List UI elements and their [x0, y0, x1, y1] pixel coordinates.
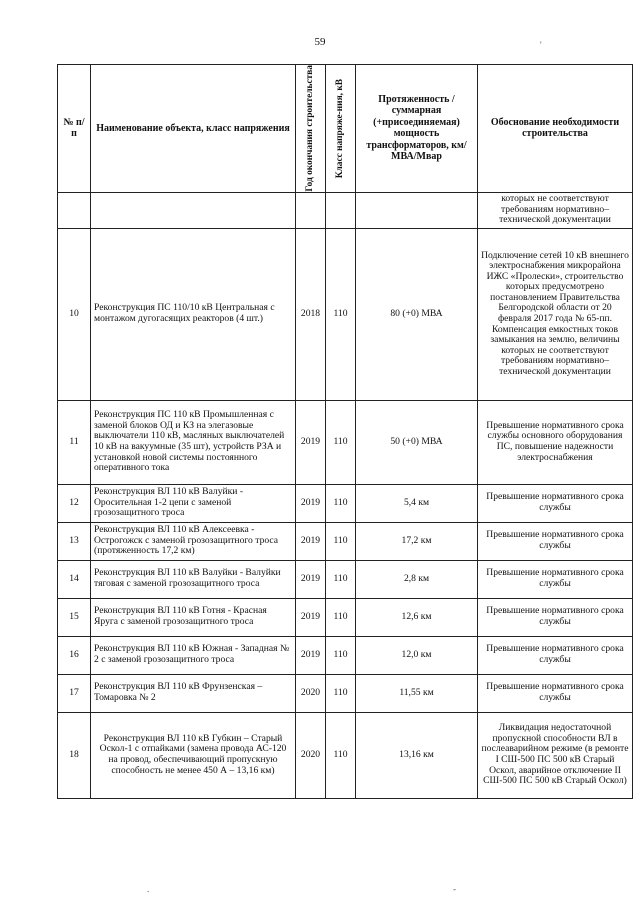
row-reason: Превышение нормативного срока службы [478, 484, 633, 522]
row-voltage: 110 [326, 400, 356, 484]
row-name: Реконструкция ВЛ 110 кВ Губкин – Старый Оскол-1 с отпайками (замена провода АС-120 на провод, обеспечивающий пропускную способность не менее 450 А – 13,16 км) [91, 712, 296, 798]
row-num: 15 [58, 598, 91, 636]
row-name [91, 192, 296, 228]
row-reason: Превышение нормативного срока службы [478, 636, 633, 674]
row-num: 11 [58, 400, 91, 484]
header-length: Протяженность / суммарная (+присоединяемая) мощность трансформаторов, км/МВА/Мвар [356, 65, 478, 193]
row-voltage: 110 [326, 484, 356, 522]
row-num: 17 [58, 674, 91, 712]
row-reason: Ликвидация недостаточной пропускной способности ВЛ в послеаварийном режиме (в ремонте I СШ-500 ПС 500 кВ Старый Оскол, аварийное отключение II СШ-500 ПС 500 кВ Старый Оскол) [478, 712, 633, 798]
row-length: 5,4 км [356, 484, 478, 522]
table-row [58, 400, 633, 484]
row-voltage: 110 [326, 522, 356, 560]
scan-mark: ' [540, 40, 542, 50]
table-row [58, 484, 633, 522]
row-reason: Превышение нормативного срока службы [478, 560, 633, 598]
row-length: 11,55 км [356, 674, 478, 712]
row-year: 2019 [296, 522, 326, 560]
table-row [58, 228, 633, 400]
row-year: 2019 [296, 636, 326, 674]
row-year: 2018 [296, 228, 326, 400]
objects-table [57, 64, 633, 799]
header-name: Наименование объекта, класс напряжения [91, 65, 296, 193]
row-name: Реконструкция ВЛ 110 кВ Готня - Красная Яруга с заменой грозозащитного троса [91, 598, 296, 636]
row-voltage: 110 [326, 598, 356, 636]
row-length: 50 (+0) МВА [356, 400, 478, 484]
row-voltage: 110 [326, 560, 356, 598]
row-num: 14 [58, 560, 91, 598]
header-num: № п/п [58, 65, 91, 193]
table-header-row [58, 65, 633, 193]
table-row [58, 636, 633, 674]
table-row [58, 674, 633, 712]
row-num [58, 192, 91, 228]
row-year: 2019 [296, 560, 326, 598]
row-name: Реконструкция ПС 110/10 кВ Центральная с монтажом дугогасящих реакторов (4 шт.) [91, 228, 296, 400]
row-reason: Подключение сетей 10 кВ внешнего электроснабжения микрорайона ИЖС «Пролески», строительство которых предусмотрено постановлением Правительства Белгородской области от 20 февраля 2017 года № 65-пп. Компенсация емкостных токов замыкания на землю, величины которых не соответствуют требованиям нормативно–технической документации [478, 228, 633, 400]
row-year: 2020 [296, 712, 326, 798]
row-voltage: 110 [326, 712, 356, 798]
row-voltage: 110 [326, 636, 356, 674]
row-voltage: 110 [326, 674, 356, 712]
row-reason: Превышение нормативного срока службы [478, 598, 633, 636]
header-voltage: Класс напряже-ния, кВ [326, 65, 356, 193]
row-length: 2,8 км [356, 560, 478, 598]
row-reason: которых не соответствуют требованиям нормативно–технической документации [478, 192, 633, 228]
table-row [58, 192, 633, 228]
row-num: 12 [58, 484, 91, 522]
row-year: 2019 [296, 400, 326, 484]
row-name: Реконструкция ВЛ 110 кВ Валуйки - Валуйки тяговая с заменой грозозащитного троса [91, 560, 296, 598]
header-reason: Обоснование необходимости строительства [478, 65, 633, 193]
row-name: Реконструкция ПС 110 кВ Промышленная с заменой блоков ОД и КЗ на элегазовые выключатели 110 кВ, масляных выключателей 10 кВ на вакуумные (35 шт), устройств РЗА и установкой новой системы постоянного оперативного тока [91, 400, 296, 484]
scan-mark: - [453, 884, 456, 894]
row-year: 2019 [296, 484, 326, 522]
row-num: 10 [58, 228, 91, 400]
row-reason: Превышение нормативного срока службы [478, 674, 633, 712]
row-length: 13,16 км [356, 712, 478, 798]
table-row [58, 712, 633, 798]
row-name: Реконструкция ВЛ 110 кВ Фрунзенская – Томаровка № 2 [91, 674, 296, 712]
row-year: 2020 [296, 674, 326, 712]
row-year: 2019 [296, 598, 326, 636]
row-reason: Превышение нормативного срока службы основного оборудования ПС, повышение надежности электроснабжения [478, 400, 633, 484]
page-number: 59 [314, 36, 326, 48]
row-year [296, 192, 326, 228]
row-num: 16 [58, 636, 91, 674]
row-length: 12,0 км [356, 636, 478, 674]
table-row [58, 598, 633, 636]
row-num: 13 [58, 522, 91, 560]
table-row [58, 560, 633, 598]
table-row [58, 522, 633, 560]
row-voltage [326, 192, 356, 228]
row-name: Реконструкция ВЛ 110 кВ Алексеевка - Острогожск с заменой грозозащитного троса (протяженность 17,2 км) [91, 522, 296, 560]
row-length: 12,6 км [356, 598, 478, 636]
header-year: Год окончания строительства [296, 65, 326, 193]
row-name: Реконструкция ВЛ 110 кВ Валуйки - Оросительная 1-2 цепи с заменой грозозащитного троса [91, 484, 296, 522]
row-num: 18 [58, 712, 91, 798]
row-reason: Превышение нормативного срока службы [478, 522, 633, 560]
row-name: Реконструкция ВЛ 110 кВ Южная - Западная № 2 с заменой грозозащитного троса [91, 636, 296, 674]
scan-mark: . [147, 884, 150, 894]
row-length [356, 192, 478, 228]
row-voltage: 110 [326, 228, 356, 400]
row-length: 17,2 км [356, 522, 478, 560]
row-length: 80 (+0) МВА [356, 228, 478, 400]
